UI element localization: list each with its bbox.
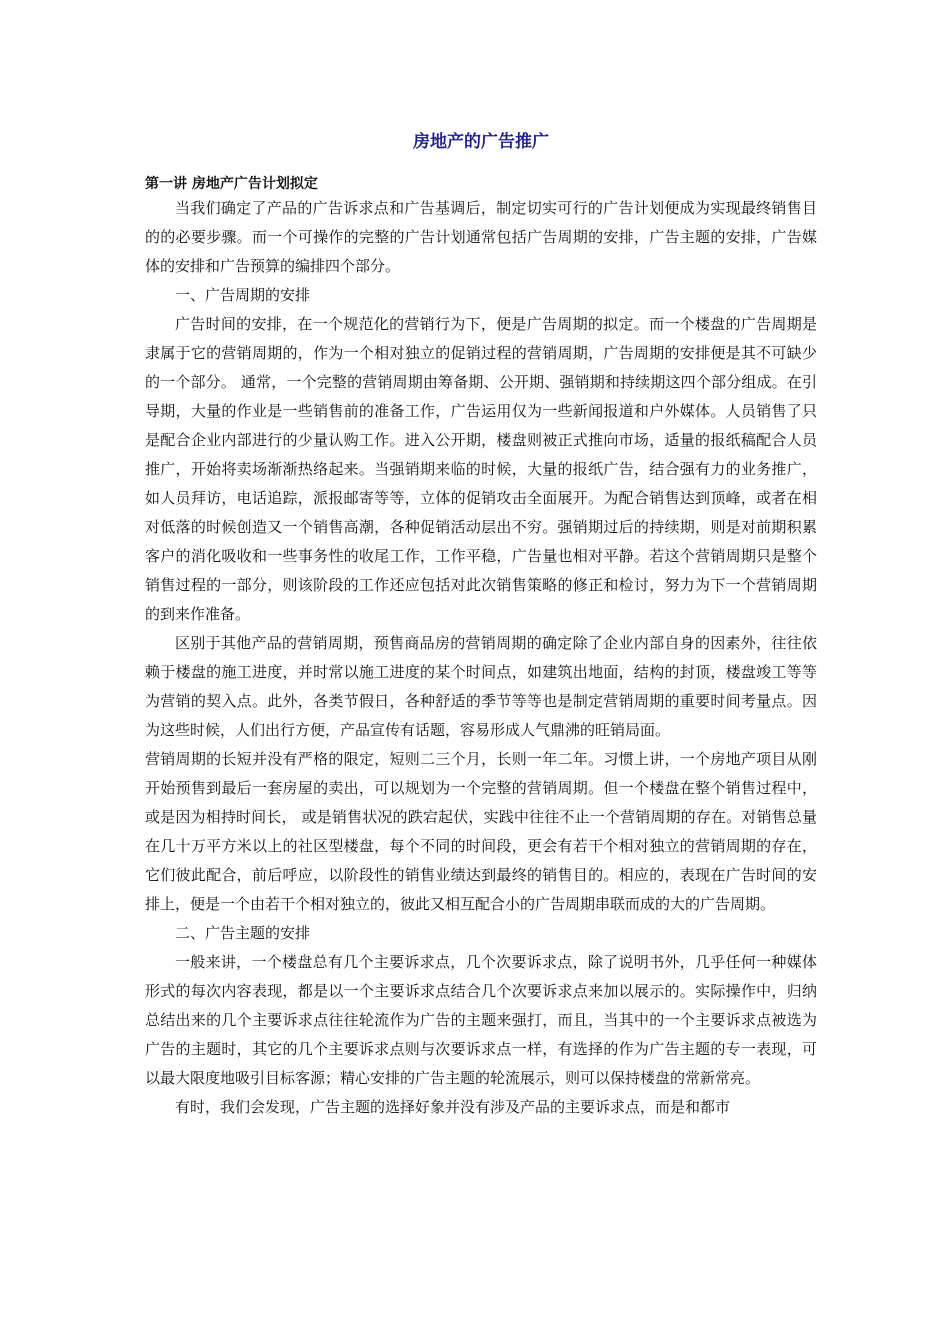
section-heading: 第一讲 房地产广告计划拟定 xyxy=(145,176,318,192)
paragraph-ad-theme-continued: 有时，我们会发现，广告主题的选择好象并没有涉及产品的主要诉求点，而是和都市 xyxy=(175,1098,731,1116)
document-page xyxy=(145,130,817,1122)
paragraph-presale-cycle: 区别于其他产品的营销周期，预售商品房的营销周期的确定除了企业内部自身的因素外，往往依赖于楼盘的施工进度，并时常以施工进度的某个时间点，如建筑出地面，结构的封顶，楼盘竣工等等为营销的契入点。此外，各类节假日，各种舒适的季节等等也是制定营销周期的重要时间考量点。因为这些时候，人们出行方便，产品宣传有话题，容易形成人气鼎沸的旺销局面。 xyxy=(145,634,817,739)
paragraph-intro: 当我们确定了产品的广告诉求点和广告基调后，制定切实可行的广告计划便成为实现最终销售目的的必要步骤。而一个可操作的完整的广告计划通常包括广告周期的安排，广告主题的安排，广告媒体的安排和广告预算的编排四个部分。 xyxy=(145,199,817,275)
paragraph-ad-cycle: 广告时间的安排，在一个规范化的营销行为下，便是广告周期的拟定。而一个楼盘的广告周期是隶属于它的营销周期的，作为一个相对独立的促销过程的营销周期，广告周期的安排便是其不可缺少的一个部分。 通常，一个完整的营销周期由筹备期、公开期、强销期和持续期这四个部分组成。在引导期，大量的作业是一些销售前的准备工作，广告运用仅为一些新闻报道和户外媒体。人员销售了只是配合企业内部进行的少量认购工作。进入公开期，楼盘则被正式推向市场，适量的报纸稿配合人员推广，开始将卖场渐渐热络起来。当强销期来临的时候，大量的报纸广告，结合强有力的业务推广，如人员拜访，电话追踪，派报邮寄等等，立体的促销攻击全面展开。为配合销售达到顶峰，或者在相对低落的时候创造又一个销售高潮，各种促销活动层出不穷。强销期过后的持续期，则是对前期积累客户的消化吸收和一些事务性的收尾工作，工作平稳，广告量也相对平静。若这个营销周期只是整个销售过程的一部分，则该阶段的工作还应包括对此次销售策略的修正和检讨，努力为下一个营销周期的到来作准备。 xyxy=(145,315,817,623)
paragraph-ad-theme: 一般来讲，一个楼盘总有几个主要诉求点，几个次要诉求点，除了说明书外，几乎任何一种媒体形式的每次内容表现，都是以一个主要诉求点结合几个次要诉求点来加以展示的。实际操作中，归纳总结出来的几个主要诉求点往往轮流作为广告的主题来强打，而且，当其中的一个主要诉求点被选为广告的主题时，其它的几个主要诉求点则与次要诉求点一样，有选择的作为广告主题的专一表现，可以最大限度地吸引目标客源；精心安排的广告主题的轮流展示，则可以保持楼盘的常新常亮。 xyxy=(145,953,817,1087)
document-title: 房地产的广告推广 xyxy=(413,132,549,152)
subheading-ad-theme: 二、广告主题的安排 xyxy=(175,924,311,942)
subheading-ad-cycle: 一、广告周期的安排 xyxy=(175,286,311,304)
paragraph-cycle-length: 营销周期的长短并没有严格的限定，短则二三个月，长则一年二年。习惯上讲，一个房地产项目从刚开始预售到最后一套房屋的卖出，可以规划为一个完整的营销周期。但一个楼盘在整个销售过程中，或是因为相持时间长， 或是销售状况的跌宕起伏，实践中往往不止一个营销周期的存在。对销售总量在几十万平方米以上的社区型楼盘，每个不同的时间段，更会有若干个相对独立的营销周期的存在，它们彼此配合，前后呼应，以阶段性的销售业绩达到最终的销售目的。相应的，表现在广告时间的安排上，便是一个由若干个相对独立的，彼此又相互配合小的广告周期串联而成的大的广告周期。 xyxy=(145,750,817,913)
